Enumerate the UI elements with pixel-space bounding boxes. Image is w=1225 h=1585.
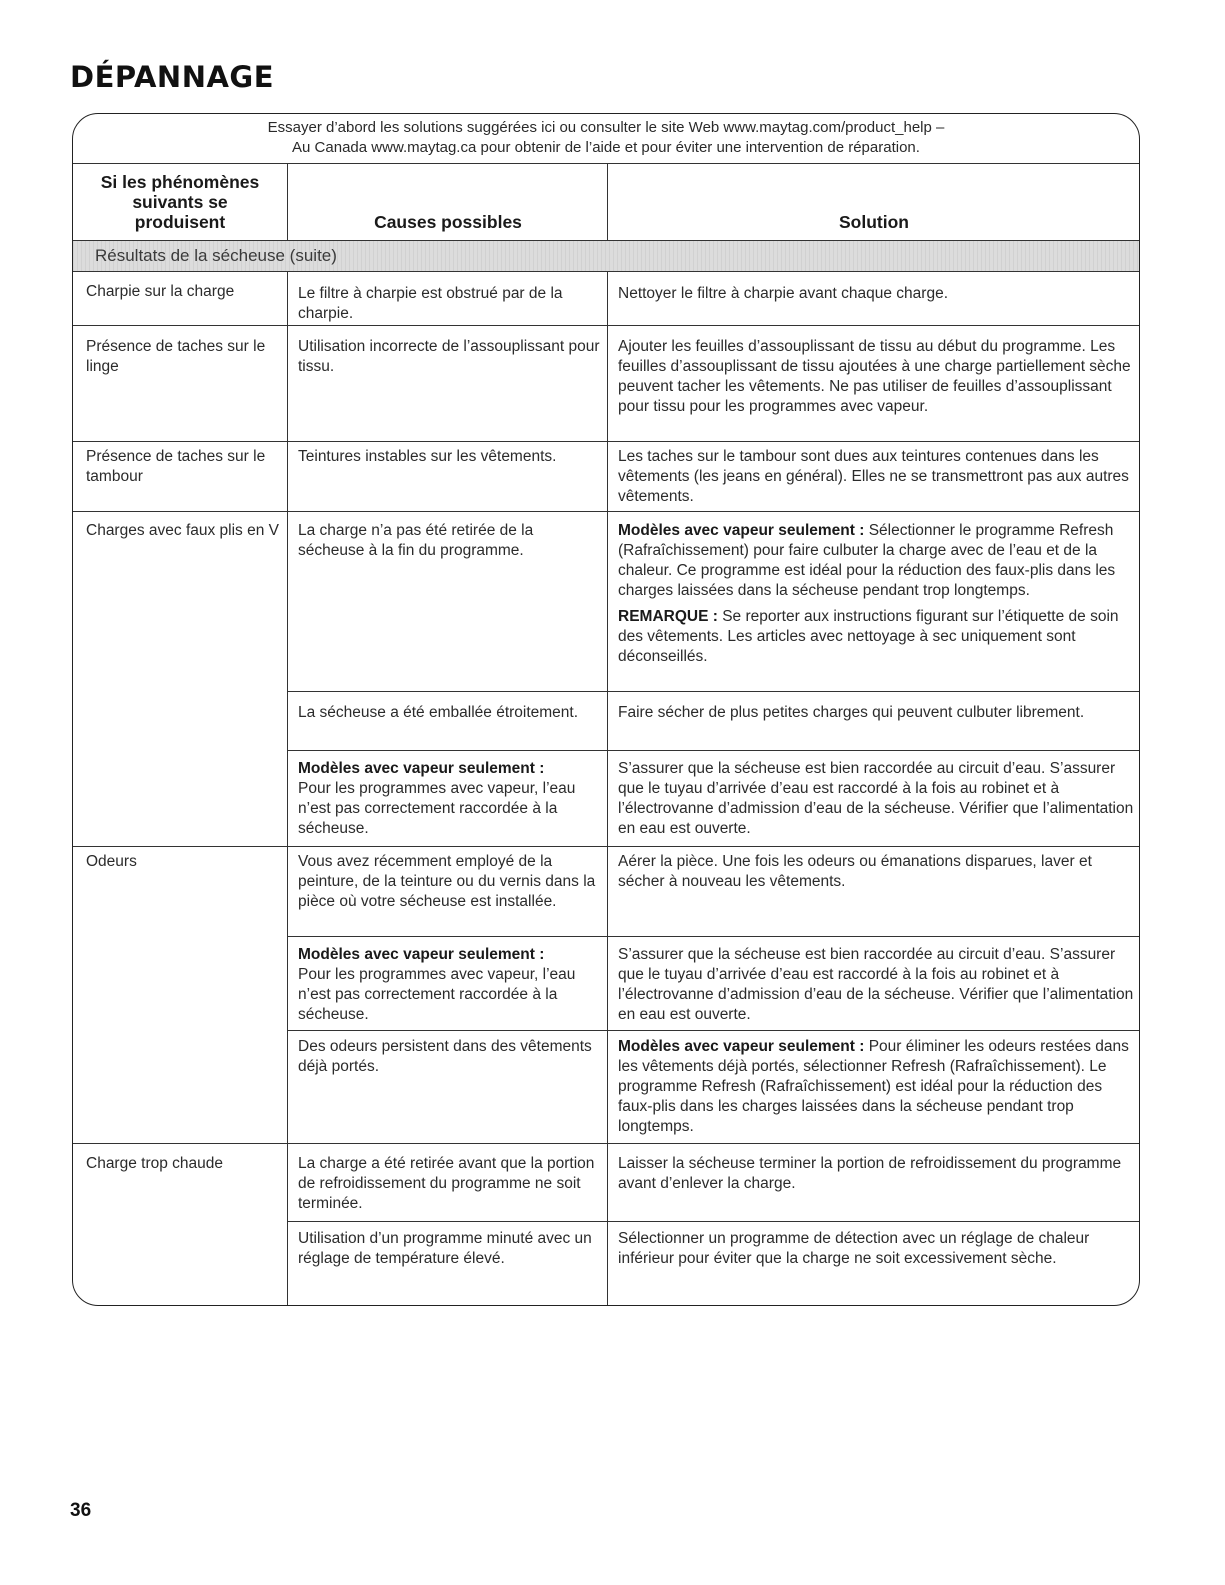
intro-text — [73, 118, 1139, 158]
cause-cell: Utilisation incorrecte de l’assouplissant pour tissu. — [298, 338, 600, 375]
solution-text: Sélectionner le programme Refresh (Rafraîchissement) pour faire culbuter la charge avec de l’eau et de la chaleur. Ce programme est idéal pour la réduction des faux-plis dans les charges laissées dans la sécheuse pendant trop longtemps. — [618, 522, 1116, 599]
header-symptoms — [73, 172, 287, 232]
cause-text: Pour les programmes avec vapeur, l’eau n’est pas correctement raccordée à la sécheuse. — [298, 966, 576, 1023]
solution-text: Pour éliminer les odeurs restées dans les vêtements déjà portés, sélectionner Refresh (Rafraîchissement). Le programme Refresh (Rafraîchissement) est idéal pour la réduction des faux-plis dans les charges laissées dans la sécheuse pendant trop longtemps. — [618, 1038, 1129, 1135]
row-separator — [73, 1143, 1139, 1144]
symptom-cell: Présence de taches sur le linge — [86, 338, 266, 375]
symptom-cell: Présence de taches sur le tambour — [86, 448, 266, 485]
cause-bold-lead: Modèles avec vapeur seulement : — [298, 946, 545, 963]
cause-cell — [298, 759, 603, 839]
header-symptoms-line-2: suivants se — [132, 192, 228, 212]
cause-text: Pour les programmes avec vapeur, l’eau n’est pas correctement raccordée à la sécheuse. — [298, 780, 576, 837]
solution-cell: Laisser la sécheuse terminer la portion de refroidissement du programme avant d’enlever la charge. — [618, 1155, 1122, 1192]
note-bold-lead: REMARQUE : — [618, 608, 718, 625]
intro-line-2: Au Canada www.maytag.ca pour obtenir de l’aide et pour éviter une intervention de réparation. — [292, 139, 920, 156]
cause-cell: Des odeurs persistent dans des vêtements déjà portés. — [298, 1038, 592, 1075]
subrow-separator — [287, 691, 1140, 692]
solution-cell: Les taches sur le tambour sont dues aux teintures contenues dans les vêtements (les jeans en général). Elles ne se transmettront pas aux autres vêtements. — [618, 448, 1129, 505]
solution-cell — [618, 1037, 1136, 1137]
row-separator — [73, 511, 1139, 512]
header-causes: Causes possibles — [374, 212, 522, 232]
solution-cell: S’assurer que la sécheuse est bien raccordée au circuit d’eau. S’assurer que le tuyau d’arrivée d’eau est raccordé à la fois au robinet et à l’électrovanne d’admission d’eau de la sécheuse. Vérifier que l’alimentation en eau est ouverte. — [618, 946, 1134, 1023]
cause-cell: Utilisation d’un programme minuté avec un réglage de température élevé. — [298, 1230, 592, 1267]
cause-cell: La charge n’a pas été retirée de la sécheuse à la fin du programme. — [298, 522, 534, 559]
header-divider-1 — [287, 163, 288, 242]
subrow-separator — [287, 936, 1140, 937]
subrow-separator — [287, 1030, 1140, 1031]
section-label: Résultats de la sécheuse (suite) — [95, 246, 337, 265]
solution-cell: Nettoyer le filtre à charpie avant chaque charge. — [618, 285, 948, 302]
header-divider-2 — [607, 163, 608, 242]
cause-cell — [298, 945, 603, 1025]
header-top-rule — [73, 163, 1139, 164]
solution-cell: Aérer la pièce. Une fois les odeurs ou émanations disparues, laver et sécher à nouveau les vêtements. — [618, 853, 1092, 890]
solution-cell: Sélectionner un programme de détection avec un réglage de chaleur inférieur pour éviter que la charge ne soit excessivement sèche. — [618, 1230, 1090, 1267]
troubleshooting-table — [72, 113, 1140, 1306]
cause-cell: La sécheuse a été emballée étroitement. — [298, 704, 579, 721]
solution-cell: Faire sécher de plus petites charges qui peuvent culbuter librement. — [618, 704, 1085, 721]
header-solution: Solution — [839, 212, 909, 232]
symptom-cell: Charpie sur la charge — [86, 283, 235, 300]
intro-line-1: Essayer d’abord les solutions suggérées ici ou consulter le site Web www.maytag.com/product_help – — [267, 119, 945, 136]
subrow-separator — [287, 1221, 1140, 1222]
row-separator — [73, 441, 1139, 442]
cause-cell: Vous avez récemment employé de la peinture, de la teinture ou du vernis dans la pièce où votre sécheuse est installée. — [298, 853, 596, 910]
cause-cell: Teintures instables sur les vêtements. — [298, 448, 557, 465]
page-title: DÉPANNAGE — [70, 60, 275, 94]
cause-cell: Le filtre à charpie est obstrué par de la charpie. — [298, 285, 563, 322]
section-band — [73, 240, 1139, 272]
symptom-cell: Charges avec faux plis en V — [86, 522, 279, 539]
body-divider-1 — [287, 272, 288, 1306]
page-number: 36 — [70, 1500, 92, 1521]
subrow-separator — [287, 750, 1140, 751]
solution-bold-lead: Modèles avec vapeur seulement : — [618, 1038, 865, 1055]
row-separator — [73, 846, 1139, 847]
body-divider-2 — [607, 272, 608, 1306]
symptom-cell: Charge trop chaude — [86, 1155, 224, 1172]
symptom-cell: Odeurs — [86, 853, 137, 870]
solution-cell — [618, 521, 1136, 673]
solution-cell: S’assurer que la sécheuse est bien raccordée au circuit d’eau. S’assurer que le tuyau d’arrivée d’eau est raccordé à la fois au robinet et à l’électrovanne d’admission d’eau de la sécheuse. Vérifier que l’alimentation en eau est ouverte. — [618, 760, 1134, 837]
header-symptoms-line-3: produisent — [134, 212, 226, 232]
header-symptoms-line-1: Si les phénomènes — [100, 172, 260, 192]
solution-bold-lead: Modèles avec vapeur seulement : — [618, 522, 865, 539]
cause-bold-lead: Modèles avec vapeur seulement : — [298, 760, 545, 777]
solution-cell: Ajouter les feuilles d’assouplissant de tissu au début du programme. Les feuilles d’assouplissant de tissu ajoutées à une charge partiellement sèche peuvent tacher les vêtements. Ne pas utiliser de feuilles d’assouplissant pour tissu pour les programmes avec vapeur. — [618, 338, 1131, 415]
row-separator — [73, 325, 1139, 326]
note-text: Se reporter aux instructions figurant sur l’étiquette de soin des vêtements. Les articles avec nettoyage à sec uniquement sont déconseillés. — [618, 608, 1119, 665]
cause-cell: La charge a été retirée avant que la portion de refroidissement du programme ne soit terminée. — [298, 1155, 595, 1212]
